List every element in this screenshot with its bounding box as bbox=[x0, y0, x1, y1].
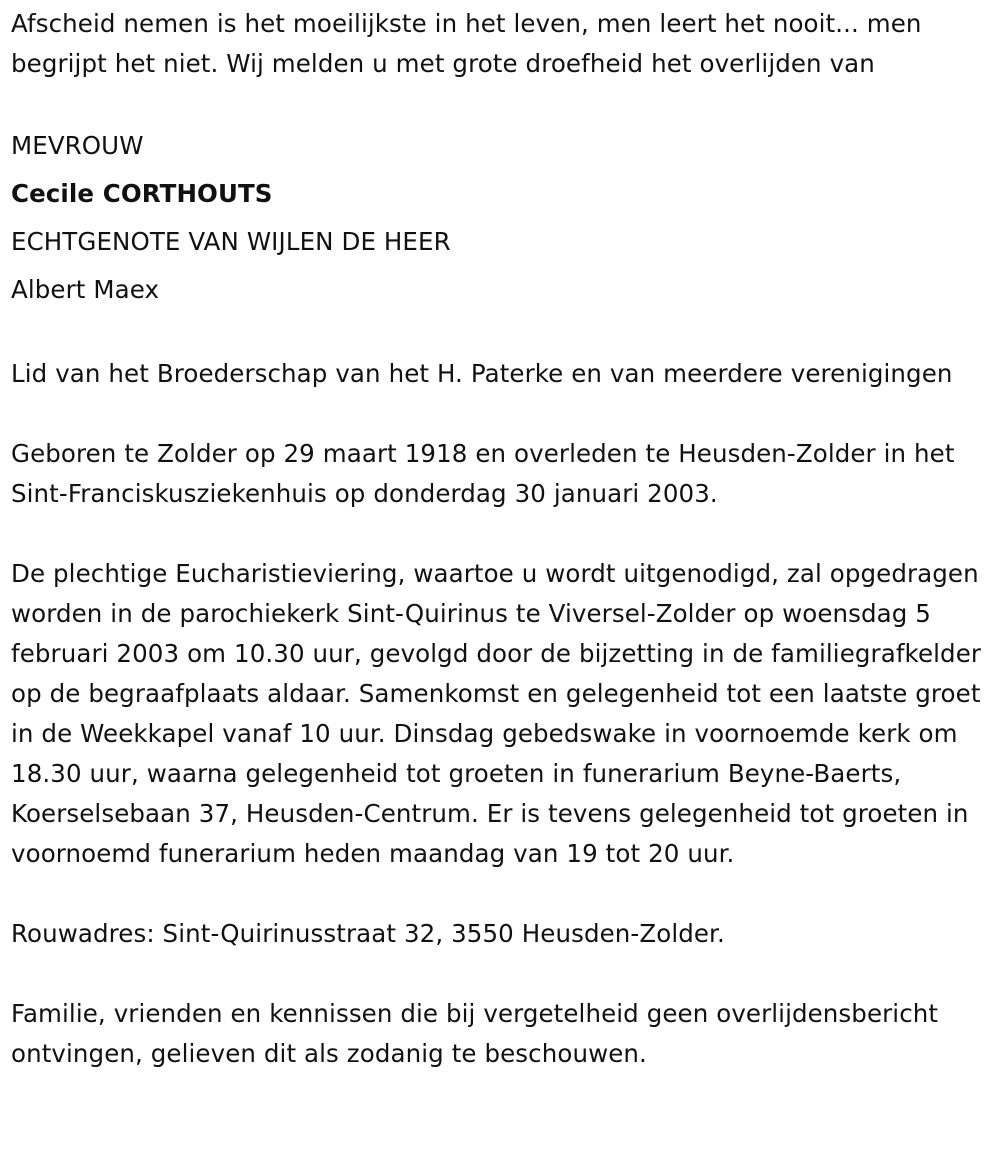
birth-death-paragraph: Geboren te Zolder op 29 maart 1918 en overleden te Heusden-Zolder in het Sint-Franciskusziekenhuis op donderdag 30 januari 2003. bbox=[11, 439, 955, 508]
ceremony-paragraph: De plechtige Eucharistieviering, waartoe u wordt uitgenodigd, zal opgedragen worden in de parochiekerk Sint-Quirinus te Viversel-Zolder op woensdag 5 februari 2003 om 10.30 uur, gevolgd door de bijzetting in de familiegrafkelder op de begraafplaats aldaar. Samenkomst en gelegenheid tot een laatste groet in de Weekkapel vanaf 10 uur. Dinsdag gebedswake in voornoemde kerk om 18.30 uur, waarna gelegenheid tot groeten in funerarium Beyne-Baerts, Koerselsebaan 37, Heusden-Centrum. Er is tevens gelegenheid tot groeten in voornoemd funerarium heden maandag van 19 tot 20 uur. bbox=[11, 559, 982, 868]
spouse-name: Albert Maex bbox=[11, 275, 160, 304]
spouse-label: ECHTGENOTE VAN WIJLEN DE HEER bbox=[11, 227, 451, 256]
membership-paragraph: Lid van het Broederschap van het H. Paterke en van meerdere verenigingen bbox=[11, 359, 953, 388]
title-prefix: MEVROUW bbox=[11, 131, 144, 160]
intro-paragraph: Afscheid nemen is het moeilijkste in het leven, men leert het nooit... men begrijpt het niet. Wij melden u met grote droefheid het overlijden van bbox=[11, 9, 922, 78]
deceased-name: Cecile CORTHOUTS bbox=[11, 179, 273, 208]
closing-paragraph: Familie, vrienden en kennissen die bij vergetelheid geen overlijdensbericht ontvingen, gelieven dit als zodanig te beschouwen. bbox=[11, 999, 939, 1068]
address-paragraph: Rouwadres: Sint-Quirinusstraat 32, 3550 Heusden-Zolder. bbox=[11, 919, 725, 948]
